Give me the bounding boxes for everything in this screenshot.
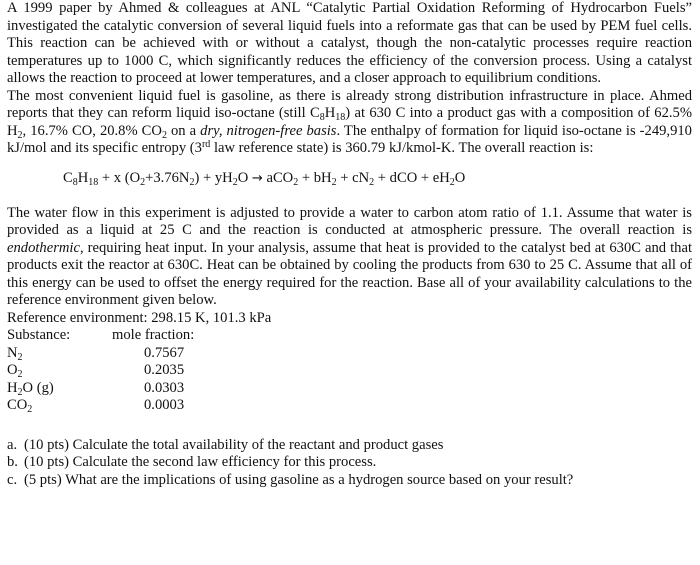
mole-fraction-value: 0.7567 [144, 344, 185, 361]
substance-table [7, 327, 692, 415]
fuel-paragraph: The most convenient liquid fuel is gasoline, as there is already strong distribution infrastructure in place. Ahmed reports that they can reform liquid iso-octane (still $C_8H_{18}$) at 630 C into a product gas with a composition of 62.5% $H_2$, 16.7% CO, 20.8% $CO_2$ on a dry, nitrogen-free basis. The enthalpy of formation for liquid iso-octane is -249,910 kJ/mol and its specific entropy (3rd law reference state) is 360.79 kJ/kmol-K. The overall reaction is: [7, 87, 692, 156]
dry-basis-italic: dry, nitrogen-free basis [200, 122, 337, 139]
substance-name: $N_2$ [7, 344, 23, 363]
water-flow-paragraph: The water flow in this experiment is adjusted to provide a water to carbon atom ratio of 1.1. Assume that water is provided as a liquid at 25 C and the reaction is conducted at atmospheric pressure. The overall reaction is endothermic, requiring heat input. In your analysis, assume that heat is provided to the catalyst bed at 630C and that products exit the reactor at 630C. Heat can be obtained by cooling the products from 630 to 25 C. Assume that all of this energy can be used to offset the energy required for the reaction. Base all of your availability calculations to the reference environment given below. [7, 204, 692, 308]
mole-fraction-header: mole fraction: [112, 327, 195, 343]
list-item [7, 437, 692, 455]
list-item [7, 454, 692, 472]
mole-fraction-value: 0.0003 [144, 397, 185, 413]
list-item [7, 472, 692, 490]
table-row [7, 362, 692, 380]
reaction-arrow-icon: → [251, 170, 263, 186]
substance-table-header [7, 327, 692, 345]
question-text: (5 pts) What are the implications of using gasoline as a hydrogen source based on your result? [24, 471, 574, 488]
table-row [7, 380, 692, 398]
table-row [7, 397, 692, 415]
substance-name: $O_2$ [7, 362, 23, 380]
substance-header: Substance: [7, 327, 71, 343]
question-letter: a. [7, 436, 18, 453]
question-text: (10 pts) Calculate the total availability of the reactant and product gases [24, 436, 444, 453]
table-row [7, 345, 692, 363]
overall-reaction-equation: $C_8H_{18} + x$ $(O_2+3.76N_2) + yH_2O \to aCO_2 + bH_2 + cN_2$ + dCO + $eH_2O$ [63, 169, 466, 188]
rd-superscript: rd [201, 139, 211, 150]
substance-name: $CO_2$ [7, 397, 33, 415]
question-letter: b. [7, 454, 18, 470]
reference-environment: Reference environment: 298.15 K, 101.3 kPa [7, 309, 272, 326]
mole-fraction-value: 0.2035 [144, 362, 185, 378]
question-list [7, 437, 692, 490]
endothermic-italic: endothermic [7, 239, 80, 256]
question-letter: c. [7, 471, 18, 488]
mole-fraction-value: 0.0303 [144, 379, 185, 396]
question-text: (10 pts) Calculate the second law efficiency for this process. [24, 454, 377, 470]
substance-name: $H_2O$ (g) [7, 379, 54, 398]
intro-paragraph: A 1999 paper by Ahmed & colleagues at ANL “Catalytic Partial Oxidation Reforming of Hydrocarbon Fuels” investigated the catalytic conversion of several liquid fuels into a reformate gas that can be used by PEM fuel cells. This reaction can be achieved with or without a catalyst, though the non-catalytic processes require reaction temperatures up to 1000 C, which significantly reduces the efficiency of the conversion process. Using a catalyst allows the reaction to proceed at lower temperatures, and a closer approach to equilibrium conditions. [7, 0, 692, 86]
